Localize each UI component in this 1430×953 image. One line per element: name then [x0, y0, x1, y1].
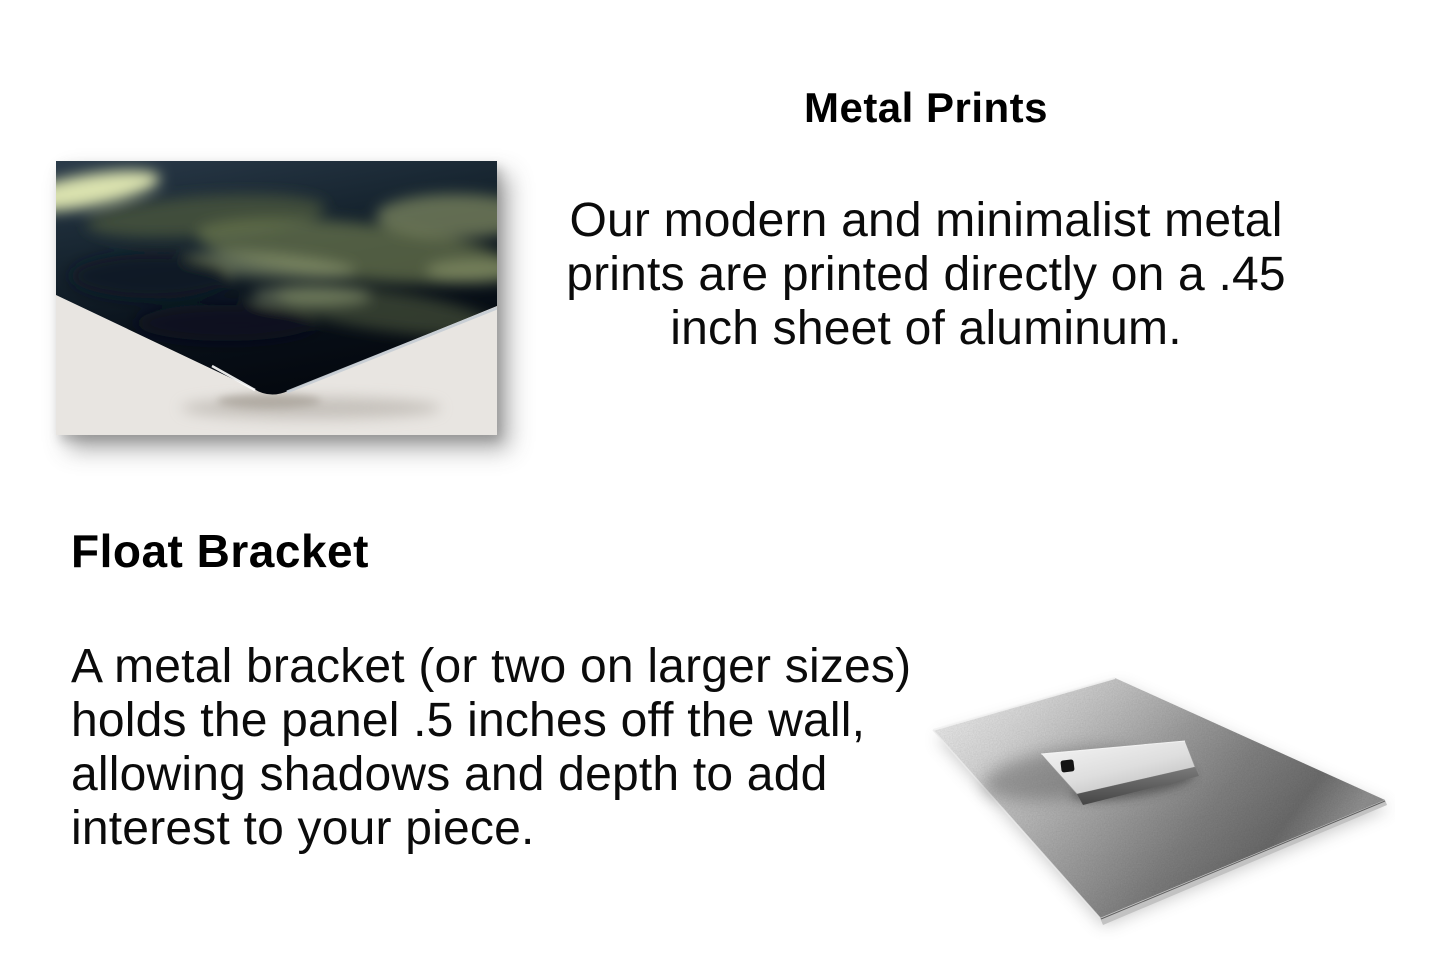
float-bracket-paragraph: [71, 640, 991, 856]
body-line: prints are printed directly on a .45: [566, 248, 1286, 301]
metal-prints-title: Metal Prints: [803, 84, 1049, 131]
body-line: interest to your piece.: [71, 802, 535, 855]
keyhole-slot-icon: [1060, 759, 1074, 772]
panel-floor-shadow-dark: [217, 394, 321, 408]
body-line: A metal bracket (or two on larger sizes): [71, 640, 912, 693]
body-line: holds the panel .5 inches off the wall,: [71, 694, 866, 747]
float-bracket-graphic: [915, 658, 1395, 953]
body-line: Our modern and minimalist metal: [569, 194, 1283, 247]
metal-print-corner-graphic: [56, 161, 497, 435]
metal-print-corner-photo: [56, 161, 497, 435]
aluminum-panel-grain: [933, 678, 1385, 918]
float-bracket-title: Float Bracket: [71, 525, 369, 577]
metal-prints-paragraph: [520, 194, 1332, 356]
wave-print-panel: [56, 161, 497, 435]
body-line: allowing shadows and depth to add: [71, 748, 828, 801]
body-line: inch sheet of aluminum.: [670, 302, 1182, 355]
float-bracket-photo: [915, 658, 1395, 953]
